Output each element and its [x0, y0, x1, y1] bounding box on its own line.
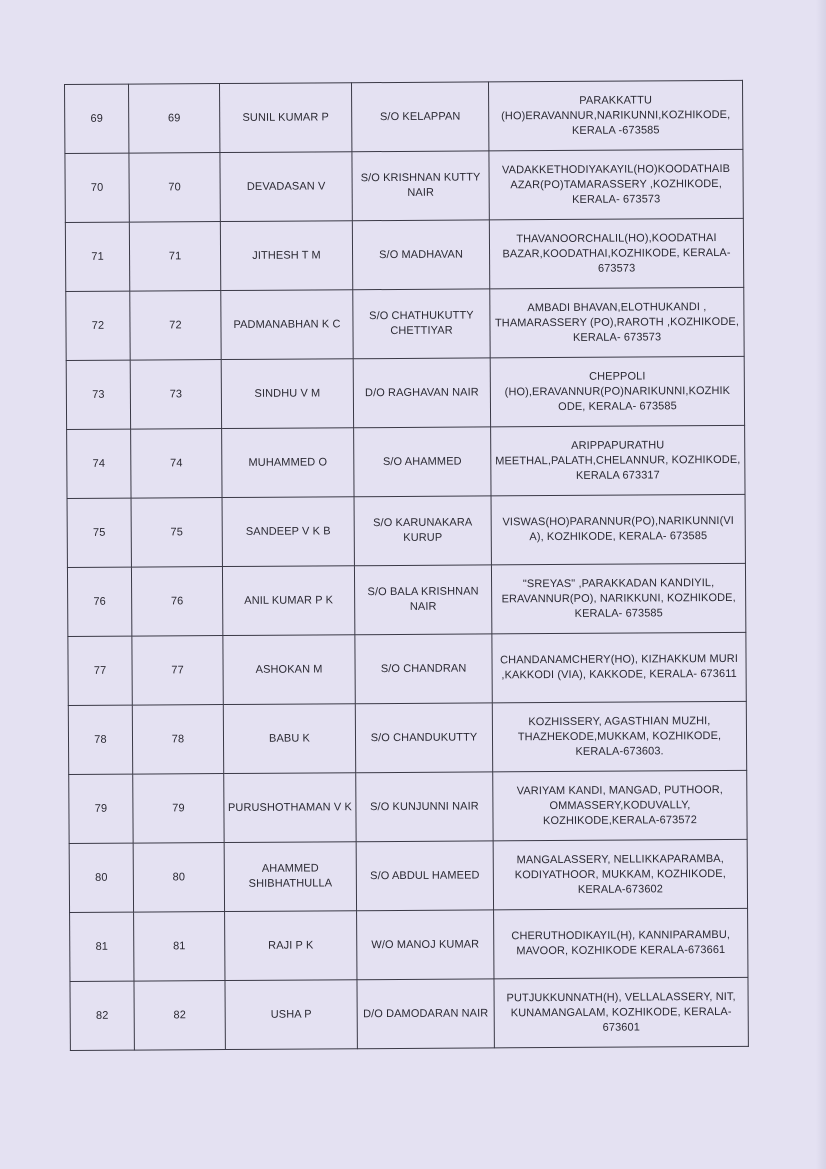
record-number-cell: 81 — [134, 912, 225, 982]
record-number-cell: 77 — [132, 636, 223, 706]
name-cell: PADMANABHAN K C — [221, 290, 353, 360]
relation-cell: S/O CHANDRAN — [355, 634, 492, 704]
record-number-cell: 70 — [129, 153, 220, 223]
relation-cell: S/O KRISHNAN KUTTY NAIR — [352, 151, 489, 221]
record-number-cell: 82 — [134, 981, 225, 1051]
record-number-cell: 71 — [129, 222, 220, 292]
relation-cell: S/O CHANDUKUTTY — [355, 703, 492, 773]
address-cell: VISWAS(HO)PARANNUR(PO),NARIKUNNI(VI A), KOZHIKODE, KERALA- 673585 — [491, 494, 745, 565]
records-table — [64, 80, 749, 1051]
address-cell: CHANDANAMCHERY(HO), KIZHAKKUM MURI ,KAKKODI (VIA), KAKKODE, KERALA- 673611 — [492, 632, 746, 703]
name-cell: MUHAMMED O — [222, 428, 354, 498]
name-cell: RAJI P K — [225, 911, 357, 981]
serial-number-cell: 75 — [67, 498, 131, 567]
name-cell: AHAMMED SHIBHATHULLA — [224, 842, 356, 912]
table-row — [69, 770, 747, 843]
table-row — [70, 977, 748, 1050]
table-row — [65, 218, 743, 291]
address-cell: THAVANOORCHALIL(HO),KOODATHAI BAZAR,KOODATHAI,KOZHIKODE, KERALA- 673573 — [489, 218, 743, 289]
serial-number-cell: 77 — [68, 636, 132, 705]
serial-number-cell: 73 — [66, 360, 130, 429]
address-cell: CHERUTHODIKAYIL(H), KANNIPARAMBU, MAVOOR, KOZHIKODE KERALA-673661 — [494, 908, 748, 979]
serial-number-cell: 80 — [69, 843, 133, 912]
table-row — [69, 839, 747, 912]
relation-cell: D/O RAGHAVAN NAIR — [353, 358, 490, 428]
record-number-cell: 73 — [130, 360, 221, 430]
name-cell: SINDHU V M — [221, 359, 353, 429]
address-cell: "SREYAS" ,PARAKKADAN KANDIYIL, ERAVANNUR(PO), NARIKKUNI, KOZHIKODE, KERALA- 673585 — [491, 563, 745, 634]
name-cell: USHA P — [225, 980, 357, 1050]
serial-number-cell: 76 — [67, 567, 131, 636]
table-row — [66, 356, 744, 429]
name-cell: PURUSHOTHAMAN V K — [224, 773, 356, 843]
record-number-cell: 80 — [133, 843, 224, 913]
record-number-cell: 75 — [131, 498, 222, 568]
name-cell: BABU K — [223, 704, 355, 774]
address-cell: AMBADI BHAVAN,ELOTHUKANDI , THAMARASSERY (PO),RAROTH ,KOZHIKODE, KERALA- 673573 — [490, 287, 744, 358]
table-row — [67, 563, 745, 636]
name-cell: SUNIL KUMAR P — [220, 83, 352, 153]
serial-number-cell: 71 — [65, 222, 129, 291]
serial-number-cell: 74 — [67, 429, 131, 498]
serial-number-cell: 78 — [68, 705, 132, 774]
records-table-body — [65, 80, 749, 1050]
record-number-cell: 78 — [132, 705, 223, 775]
name-cell: ANIL KUMAR P K — [222, 566, 354, 636]
address-cell: CHEPPOLI (HO),ERAVANNUR(PO)NARIKUNNI,KOZHIK ODE, KERALA- 673585 — [490, 356, 744, 427]
serial-number-cell: 82 — [70, 981, 134, 1050]
table-row — [67, 425, 745, 498]
record-number-cell: 74 — [131, 429, 222, 499]
address-cell: ARIPPAPURATHU MEETHAL,PALATH,CHELANNUR, KOZHIKODE, KERALA 673317 — [491, 425, 745, 496]
table-row — [67, 494, 745, 567]
serial-number-cell: 79 — [69, 774, 133, 843]
table-row — [66, 287, 744, 360]
relation-cell: S/O KUNJUNNI NAIR — [356, 772, 493, 842]
record-number-cell: 69 — [129, 84, 220, 154]
relation-cell: S/O BALA KRISHNAN NAIR — [354, 565, 491, 635]
record-number-cell: 72 — [130, 291, 221, 361]
table-row — [68, 701, 746, 774]
address-cell: KOZHISSERY, AGASTHIAN MUZHI, THAZHEKODE,MUKKAM, KOZHIKODE, KERALA-673603. — [492, 701, 746, 772]
record-number-cell: 76 — [131, 567, 222, 637]
table-row — [70, 908, 748, 981]
table-row — [68, 632, 746, 705]
record-number-cell: 79 — [133, 774, 224, 844]
address-cell: VADAKKETHODIYAKAYIL(HO)KOODATHAIB AZAR(PO)TAMARASSERY ,KOZHIKODE, KERALA- 673573 — [489, 149, 743, 220]
name-cell: ASHOKAN M — [223, 635, 355, 705]
address-cell: VARIYAM KANDI, MANGAD, PUTHOOR, OMMASSERY,KODUVALLY, KOZHIKODE,KERALA-673572 — [493, 770, 747, 841]
serial-number-cell: 69 — [65, 84, 129, 153]
serial-number-cell: 70 — [65, 153, 129, 222]
serial-number-cell: 72 — [66, 291, 130, 360]
relation-cell: D/O DAMODARAN NAIR — [357, 979, 494, 1049]
relation-cell: W/O MANOJ KUMAR — [357, 910, 494, 980]
relation-cell: S/O AHAMMED — [354, 427, 491, 497]
address-cell: MANGALASSERY, NELLIKKAPARAMBA, KODIYATHOOR, MUKKAM, KOZHIKODE, KERALA-673602 — [493, 839, 747, 910]
name-cell: DEVADASAN V — [220, 152, 352, 222]
table-row — [65, 149, 743, 222]
relation-cell: S/O MADHAVAN — [352, 220, 489, 290]
relation-cell: S/O CHATHUKUTTY CHETTIYAR — [353, 289, 490, 359]
name-cell: JITHESH T M — [220, 221, 352, 291]
page-edge — [816, 0, 826, 1169]
address-cell: PUTJUKKUNNATH(H), VELLALASSERY, NIT, KUNAMANGALAM, KOZHIKODE, KERALA-673601 — [494, 977, 748, 1048]
name-cell: SANDEEP V K B — [222, 497, 354, 567]
relation-cell: S/O KARUNAKARA KURUP — [354, 496, 491, 566]
table-row — [65, 80, 743, 153]
relation-cell: S/O ABDUL HAMEED — [356, 841, 493, 911]
serial-number-cell: 81 — [70, 912, 134, 981]
relation-cell: S/O KELAPPAN — [351, 82, 488, 152]
address-cell: PARAKKATTU (HO)ERAVANNUR,NARIKUNNI,KOZHIKODE, KERALA -673585 — [488, 80, 742, 151]
